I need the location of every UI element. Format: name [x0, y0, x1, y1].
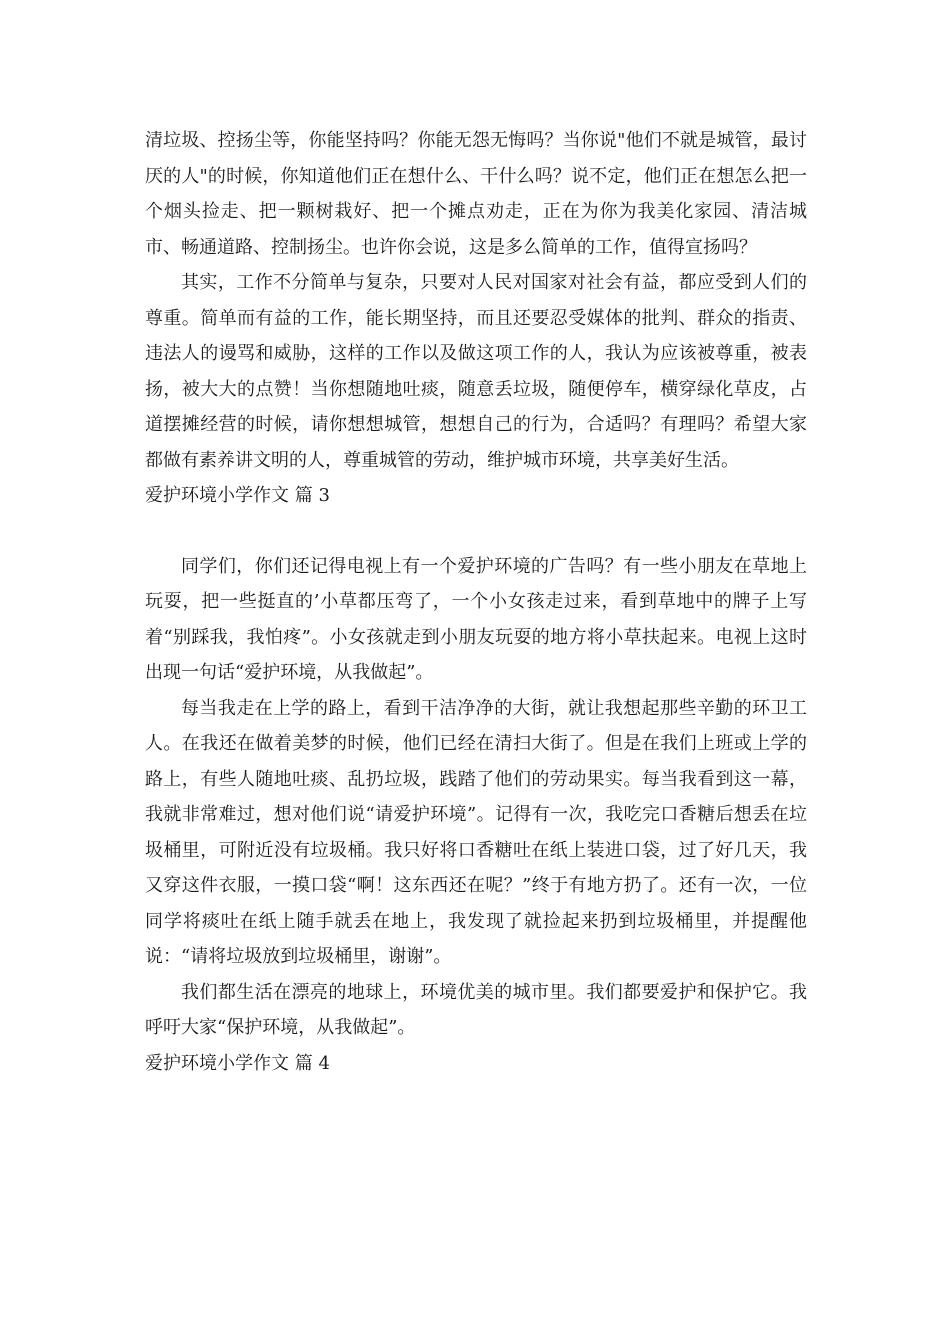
paragraph-call-to-action: 我们都生活在漂亮的地球上，环境优美的城市里。我们都要爱护和保护它。我呼吁大家“保护环境，从我做起”。 [145, 981, 807, 1038]
paragraph-city-management-2: 其实，工作不分简单与复杂，只要对人民对国家对社会有益，都应受到人们的尊重。简单而有益的工作，能长期坚持，而且还要忍受媒体的批判、群众的指责、违法人的谩骂和威胁，这样的工作以及做这项工作的人，我认为应该被尊重，被表扬，被大大的点赞！当你想随地吐痰，随意丢垃圾，随便停车，横穿绿化草皮，占道摆摊经营的时候，请你想想城管，想想自己的行为，合适吗？有理吗？希望大家都做有素养讲文明的人，尊重城管的劳动，维护城市环境，共享美好生活。 [145, 272, 807, 471]
paragraph-city-management-1: 清垃圾、控扬尘等，你能坚持吗？你能无怨无悔吗？当你说"他们不就是城管，最讨厌的人"的时候，你知道他们正在想什么、干什么吗？说不定，他们正在想怎么把一个烟头捡走、把一颗树栽好、把一个摊点劝走，正在为你为我美化家园、清洁城市、畅通道路、控制扬尘。也许你会说，这是多么简单的工作，值得宣扬吗？ [145, 130, 807, 258]
section-heading-3: 爱护环境小学作文 篇 3 [145, 485, 330, 506]
paragraph-tv-ad: 同学们，你们还记得电视上有一个爱护环境的广告吗？有一些小朋友在草地上玩耍，把一些挺直的’小草都压弯了，一个小女孩走过来，看到草地中的牌子上写着“别踩我，我怕疼”。小女孩就走到小朋友玩耍的地方将小草扶起来。电视上这时出现一句话“爱护环境，从我做起”。 [145, 555, 807, 683]
spacer [145, 514, 807, 549]
section-heading-4: 爱护环境小学作文 篇 4 [145, 1052, 330, 1074]
paragraph-street-cleaners: 每当我走在上学的路上，看到干洁净净的大街，就让我想起那些辛勤的环卫工人。在我还在做着美梦的时候，他们已经在清扫大街了。但是在我们上班或上学的路上，有些人随地吐痰、乱扔垃圾，践踏了他们的劳动果实。每当我看到这一幕，我就非常难过，想对他们说“请爱护环境”。记得有一次，我吃完口香糖后想丢在垃圾桶里，可附近没有垃圾桶。我只好将口香糖吐在纸上装进口袋，过了好几天，我又穿这件衣服，一摸口袋“啊！这东西还在呢？”终于有地方扔了。还有一次，一位同学将痰吐在纸上随手就丢在地上，我发现了就捡起来扔到垃圾桶里，并提醒他说：“请将垃圾放到垃圾桶里，谢谢”。 [145, 697, 807, 967]
document-body [145, 123, 807, 1081]
